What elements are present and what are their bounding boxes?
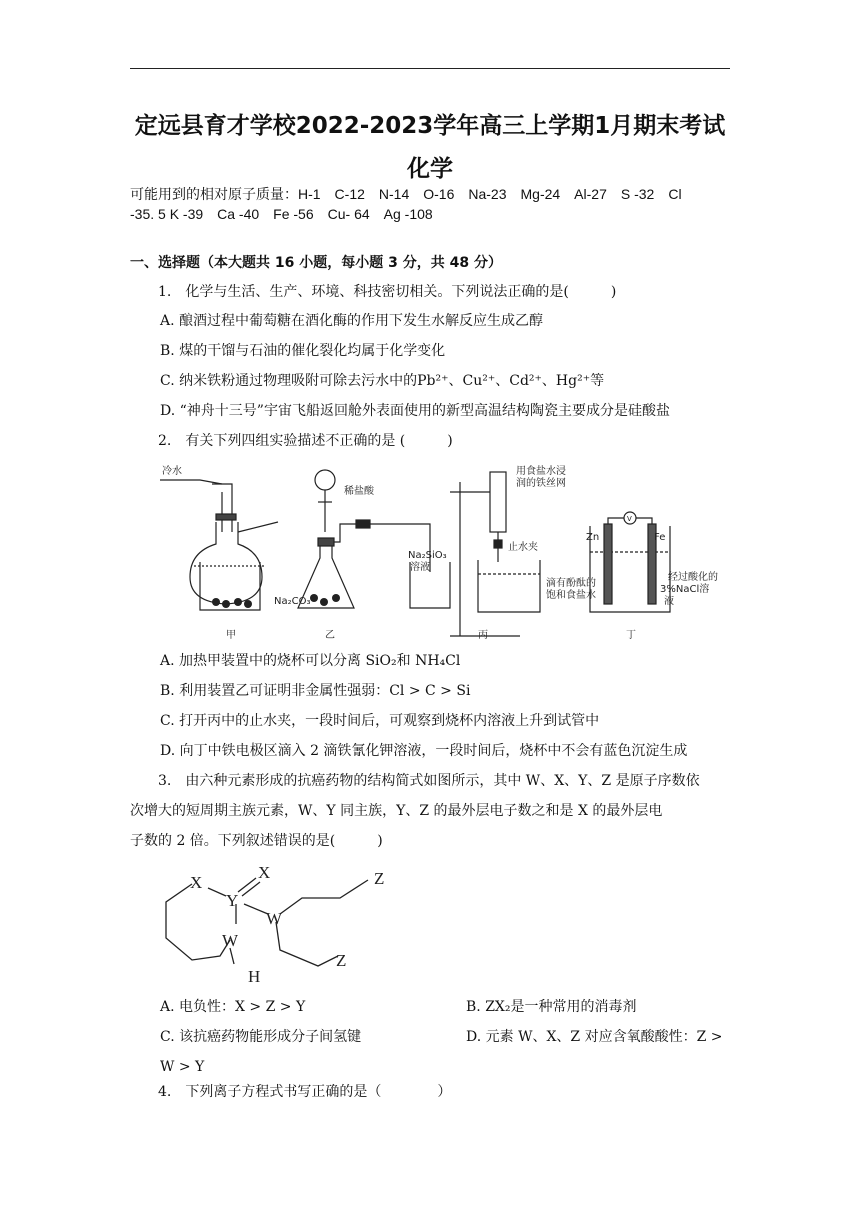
label-fe: Fe [654, 532, 666, 543]
label-solution: 溶液 [410, 562, 430, 573]
q2-apparatus-figure [160, 462, 730, 644]
q2-option-b: B. 利用装置乙可证明非金属性强弱：Cl > C > Si [160, 683, 471, 699]
q1-option-c [160, 371, 604, 391]
question-3-stem-2: 次增大的短周期主族元素，W、Y 同主族，Y、Z 的最外层电子数之和是 X 的最外层电 [130, 803, 663, 819]
subject-title: 化学 [407, 156, 453, 182]
label-clamp: 止水夹 [508, 542, 538, 553]
question-2-stem: 2. 有关下列四组实验描述不正确的是 ( ) [158, 433, 453, 449]
q3-option-a: A. 电负性：X > Z > Y [160, 999, 306, 1015]
q1-option-d: D. “神舟十三号”宇宙飞船返回舱外表面使用的新型高温结构陶瓷主要成分是硅酸盐 [160, 403, 670, 419]
atom-z-upper: Z [374, 869, 385, 888]
atom-w-ring: W [222, 931, 239, 950]
label-cold-water: 冷水 [162, 466, 182, 477]
q1-option-c-ions: Pb²⁺、Cu²⁺、Cd²⁺、Hg²⁺等 [417, 373, 605, 389]
label-ding: 丁 [626, 630, 636, 641]
label-yi: 乙 [325, 630, 335, 641]
atom-y: Y [226, 891, 239, 910]
q1-option-a: A. 酿酒过程中葡萄糖在酒化酶的作用下发生水解反应生成乙醇 [160, 313, 544, 329]
atom-h: H [248, 967, 261, 986]
label-dilute-hcl: 稀盐酸 [344, 486, 374, 497]
label-voltmeter: V [627, 515, 632, 523]
label-zn: Zn [586, 532, 600, 543]
label-na2sio3: Na₂SiO₃ [408, 550, 447, 561]
label-wire-mesh-2: 润的铁丝网 [516, 478, 566, 489]
label-na2co3: Na₂CO₃ [274, 596, 311, 607]
label-acid-1: 经过酸化的 [668, 572, 718, 583]
label-phenol-1: 滴有酚酞的 [546, 578, 596, 589]
q3-option-d: D. 元素 W、X、Z 对应含氧酸酸性：Z > [466, 1029, 723, 1045]
label-wire-mesh-1: 用食盐水浸 [516, 466, 566, 477]
label-acid-3: 液 [664, 596, 674, 607]
label-phenol-2: 饱和食盐水 [546, 590, 596, 601]
atomic-masses-line1: 可能用到的相对原子质量：H-1 C-12 N-14 O-16 Na-23 Mg-24 Al-27 S -32 Cl [130, 186, 682, 202]
q2-option-a: A. 加热甲装置中的烧杯可以分离 SiO₂和 NH₄Cl [160, 653, 461, 669]
atomic-masses-line2: -35. 5 K -39 Ca -40 Fe -56 Cu- 64 Ag -108 [130, 206, 433, 222]
question-1-stem: 1. 化学与生活、生产、环境、科技密切相关。下列说法正确的是( ) [158, 284, 617, 300]
atom-z-lower: Z [336, 951, 347, 970]
section-heading: 一、选择题（本大题共 16 小题，每小题 3 分，共 48 分） [130, 255, 502, 271]
q2-option-d: D. 向丁中铁电极区滴入 2 滴铁氰化钾溶液，一段时间后，烧杯中不会有蓝色沉淀生成 [160, 743, 688, 759]
q3-option-b: B. ZX₂是一种常用的消毒剂 [466, 999, 637, 1015]
q3-structure-figure [150, 858, 410, 988]
label-jia: 甲 [226, 630, 236, 641]
question-3-stem-1: 3. 由六种元素形成的抗癌药物的结构简式如图所示，其中 W、X、Y、Z 是原子序数依 [158, 773, 700, 789]
exam-title: 定远县育才学校2022-2023学年高三上学期1月期末考试 [134, 113, 726, 139]
q3-option-c: C. 该抗癌药物能形成分子间氢键 [160, 1029, 362, 1045]
q3-option-d-cont: W > Y [160, 1059, 205, 1075]
label-acid-2: 3%NaCl溶 [660, 584, 710, 595]
q1-option-b: B. 煤的干馏与石油的催化裂化均属于化学变化 [160, 343, 446, 359]
label-bing: 丙 [478, 630, 488, 641]
q1-option-c-text: C. 纳米铁粉通过物理吸附可除去污水中的 [160, 373, 418, 389]
atom-x-double: X [258, 863, 271, 882]
header-rule [130, 68, 730, 69]
question-3-stem-3: 子数的 2 倍。下列叙述错误的是( ) [130, 833, 383, 849]
q2-option-c: C. 打开丙中的止水夹，一段时间后，可观察到烧杯内溶液上升到试管中 [160, 713, 600, 729]
atom-x-ring: X [190, 873, 203, 892]
question-4-stem: 4. 下列离子方程式书写正确的是（ ） [158, 1084, 452, 1100]
atom-w-chain: W [266, 909, 283, 928]
